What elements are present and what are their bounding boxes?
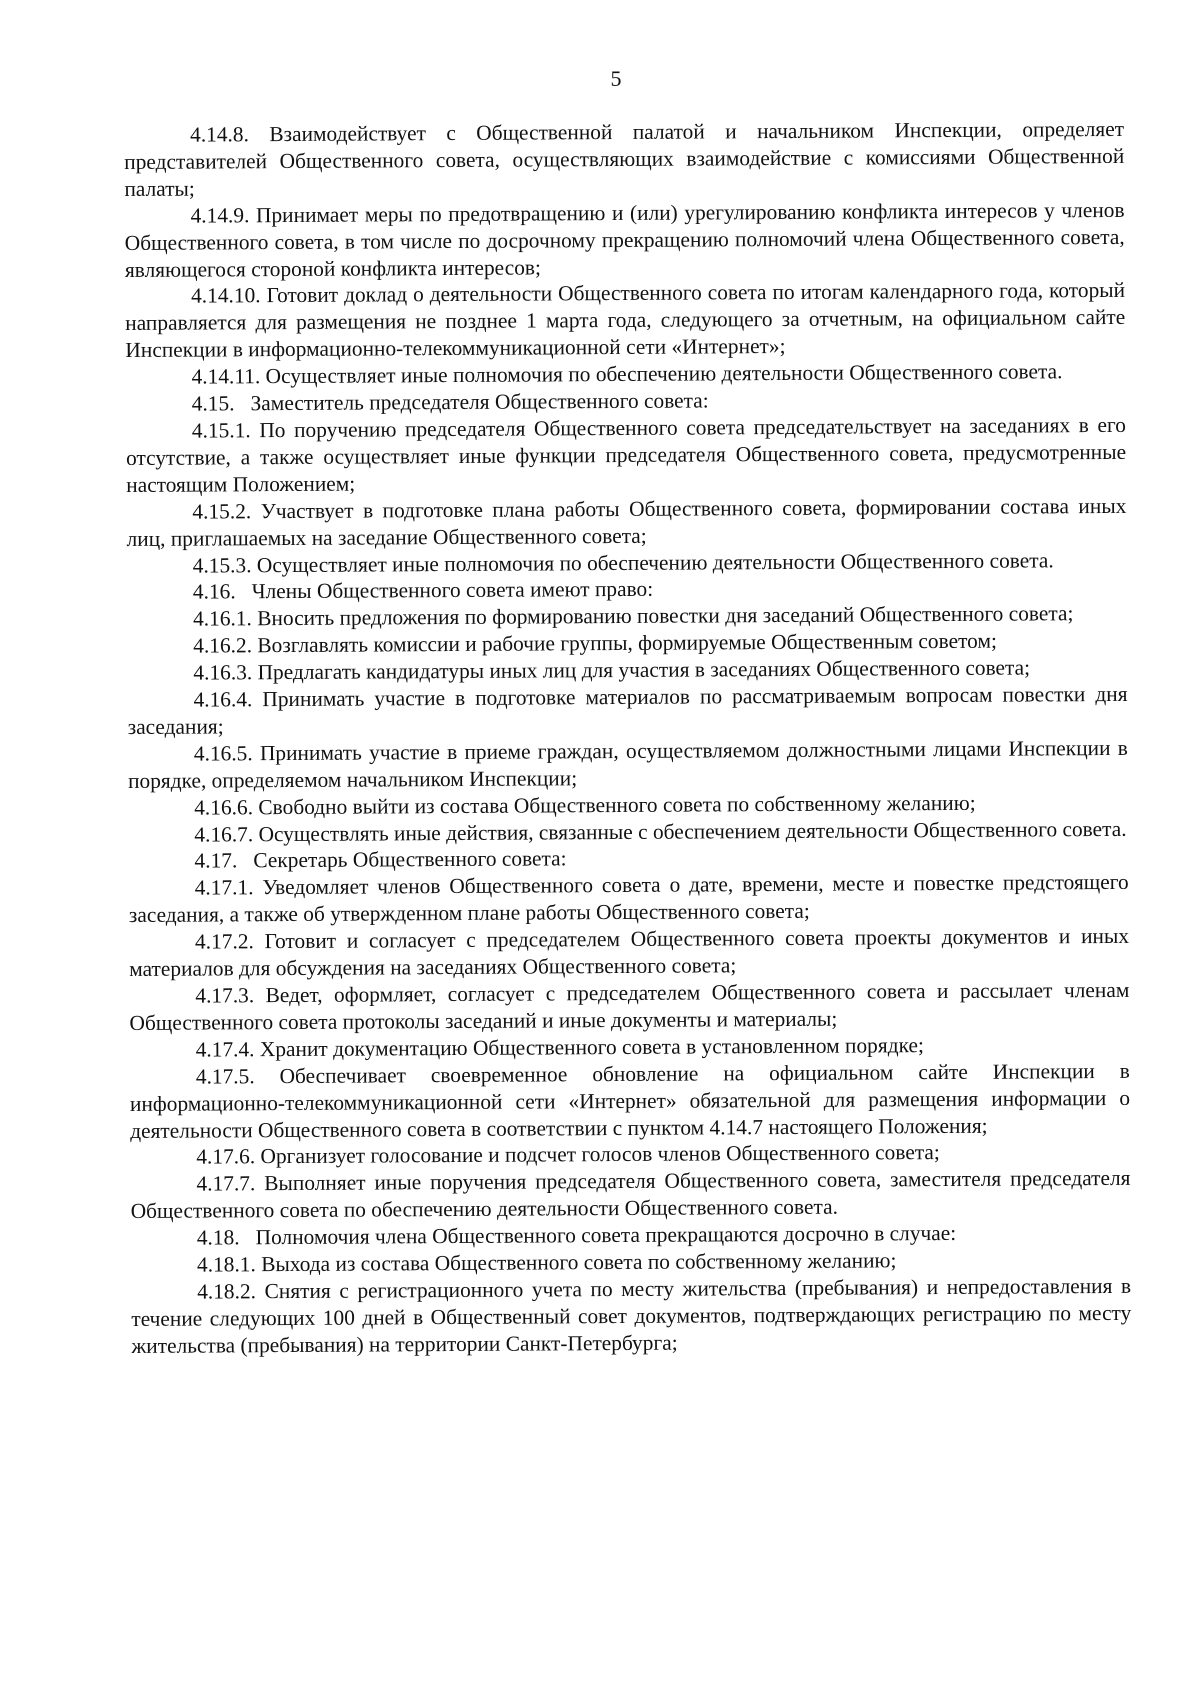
paragraph-4-16-2: 4.16.2. Возглавлять комиссии и рабочие группы, формируемые Общественным советом;: [193, 628, 997, 658]
paragraph-4-14-10: 4.14.10. Готовит доклад о деятельности Общественного совета по итогам календарного года, который направляется для размещения не позднее 1 марта года, следующего за отчетным, на официальном сайте Инспекции в информационно-телекоммуникационной сети «Интернет»;: [125, 278, 1126, 363]
paragraph-4-17-4: 4.17.4. Хранит документацию Общественного совета в установленном порядке;: [195, 1032, 924, 1062]
paragraph-4-18: 4.18. Полномочия члена Общественного совета прекращаются досрочно в случае:: [196, 1221, 957, 1250]
paragraph-4-16: 4.16. Члены Общественного совета имеют право:: [192, 577, 654, 604]
paragraph-4-16-5: 4.16.5. Принимать участие в приеме граждан, осуществляемом должностными лицами Инспекции в порядке, определяемом начальником Инспекции;: [127, 735, 1128, 793]
paragraph-4-18-1: 4.18.1. Выхода из состава Общественного совета по собственному желанию;: [196, 1248, 897, 1277]
document-body: [124, 116, 1132, 1360]
paragraph-4-16-7: 4.16.7. Осуществлять иные действия, связанные с обеспечением деятельности Общественного совета.: [194, 816, 1127, 847]
paragraph-4-15-3: 4.15.3. Осуществляет иные полномочия по обеспечению деятельности Общественного совета.: [192, 547, 1054, 578]
paragraph-4-17-3: 4.17.3. Ведет, оформляет, согласует с председателем Общественного совета и рассылает членам Общественного совета протоколы заседаний и иные документы и материалы;: [129, 977, 1130, 1035]
paragraph-4-14-11: 4.14.11. Осуществляет иные полномочия по обеспечению деятельности Общественного совета.: [191, 359, 1063, 389]
paragraph-4-16-1: 4.16.1. Вносить предложения по формированию повестки дня заседаний Общественного совета;: [192, 601, 1074, 631]
page-number: 5: [610, 66, 622, 91]
paragraph-4-16-3: 4.16.3. Предлагать кандидатуры иных лиц для участия в заседаниях Общественного совета;: [193, 655, 1031, 685]
paragraph-4-15-2: 4.15.2. Участвует в подготовке плана работы Общественного совета, формировании состава иных лиц, приглашаемых на заседание Общественного совета;: [126, 493, 1127, 551]
paragraph-4-14-8: 4.14.8. Взаимодействует с Общественной палатой и начальником Инспекции, определяет представителей Общественного совета, осуществляющих взаимодействие с комиссиями Общественной палаты;: [124, 116, 1125, 201]
paragraph-4-17-7: 4.17.7. Выполняет иные поручения председателя Общественного совета, заместителя председателя Общественного совета по обеспечению деятельности Общественного совета.: [130, 1166, 1131, 1224]
paragraph-4-15-1: 4.15.1. По поручению председателя Общественного совета председательствует на заседаниях в его отсутствие, а также осуществляет иные функции председателя Общественного совета, предусмотренные настоящим Положением;: [125, 412, 1127, 497]
paragraph-4-14-9: 4.14.9. Принимает меры по предотвращению и (или) урегулированию конфликта интересов у членов Общественного совета, в том числе по досрочному прекращению полномочий члена Общественного совета, являющегося стороной конфликта интересов;: [124, 197, 1125, 282]
paragraph-4-17: 4.17. Секретарь Общественного совета:: [194, 846, 567, 874]
paragraph-4-16-6: 4.16.6. Свободно выйти из состава Общественного совета по собственному желанию;: [194, 790, 976, 820]
paragraph-4-17-1: 4.17.1. Уведомляет членов Общественного совета о дате, времени, месте и повестке предстоящего заседания, а также об утвержденном плане работы Общественного совета;: [128, 870, 1129, 928]
paragraph-4-17-6: 4.17.6. Организует голосование и подсчет голосов членов Общественного совета;: [196, 1140, 940, 1170]
paragraph-4-15: 4.15. Заместитель председателя Общественного совета:: [191, 388, 709, 416]
paragraph-4-17-5: 4.17.5. Обеспечивает своевременное обновление на официальном сайте Инспекции в информационно-телекоммуникационной сети «Интернет» обязательной для размещения информации о деятельности Общественного совета в соответствии с пунктом 4.14.7 настоящего Положения;: [129, 1058, 1131, 1143]
paragraph-4-17-2: 4.17.2. Готовит и согласует с председателем Общественного совета проекты документов и иных материалов для обсуждения на заседаниях Общественного совета;: [129, 924, 1130, 982]
paragraph-4-18-2: 4.18.2. Снятия с регистрационного учета по месту жительства (пребывания) и непредоставления в течение следующих 100 дней в Общественный совет документов, подтверждающих регистрацию по месту жительства (пребывания) на территории Санкт-Петербурга;: [131, 1273, 1132, 1358]
paragraph-4-16-4: 4.16.4. Принимать участие в подготовке материалов по рассматриваемым вопросам повестки дня заседания;: [127, 681, 1128, 739]
